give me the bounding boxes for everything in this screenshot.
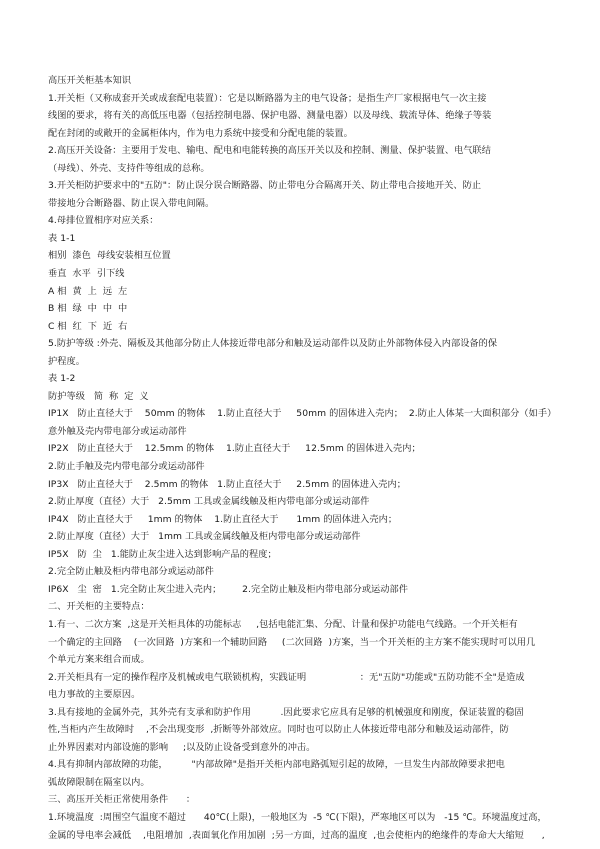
table-row: IP5X 防 尘 1.能防止灰尘进入达到影响产品的程度； <box>48 548 277 560</box>
table-header: 相别 漆色 母线安装相互位置 <box>48 250 171 262</box>
table-row: IP6X 尘 密 1.完全防止灰尘进入壳内； 2.完全防止触及柜内带电部分或运动部件 <box>48 583 409 595</box>
paragraph-line: 1.开关柜（又称成套开关或成套配电装置）：它是以断路器为主的电气设备；是指生产厂家根据电气一次主接 <box>48 92 487 104</box>
table-caption: 表 1-1 <box>48 232 76 244</box>
paragraph-line: 弧故障限制在隔室以内。 <box>48 776 150 788</box>
paragraph-line: 带接地分合断路器、防止误入带电间隔。 <box>48 197 215 209</box>
table-row: 意外触及壳内带电部分或运动部件 <box>48 425 187 437</box>
table-row: IP3X 防止直径大于 2.5mm 的物体 1.防止直径大于 2.5mm 的固体进入壳内； <box>48 478 406 490</box>
section-heading: 三、高压开关柜正常使用条件 ： <box>48 794 196 806</box>
paragraph-line: 线图的要求，将有关的高低压电器（包括控制电器、保护电器、测量电器）以及母线、载流导体、绝缘子等装 <box>48 110 492 122</box>
table-row: 2.防止厚度（直径）大于 2.5mm 工具或金属线触及柜内带电部分或运动部件 <box>48 496 370 508</box>
table-row: 2.防止手触及壳内带电部分或运动部件 <box>48 461 205 473</box>
table-header: 防护等级 简 称 定 义 <box>48 390 149 402</box>
paragraph-line: 2.高压开关设备：主要用于发电、输电、配电和电能转换的高压开关以及和控制、测量、保护装置、电气联结 <box>48 145 492 157</box>
paragraph-line: （母线）、外壳、支持件等组成的总称。 <box>48 162 210 174</box>
table-row: IP2X 防止直径大于 12.5mm 的物体 1.防止直径大于 12.5mm 的固体进入壳内； <box>48 443 421 455</box>
table-row: A 相 黄 上 远 左 <box>48 285 128 297</box>
table-row: IP4X 防止直径大于 1mm 的物体 1.防止直径大于 1mm 的固体进入壳内； <box>48 513 398 525</box>
paragraph-line: 止外界因素对内部设施的影响 ;以及防止设备受到意外的冲击。 <box>48 741 316 753</box>
paragraph-line: 性,当柜内产生故障时 ,不会出现变形 ,折断等外部效应。同时也可以防止人体接近带电部分和触及运动部件，防 <box>48 724 509 736</box>
paragraph-line: 2.开关柜具有一定的操作程序及机械或电气联锁机构，实践证明 ：无"五防"功能或"五防功能不全"是造成 <box>48 671 525 683</box>
paragraph-line: 配在封闭的或敞开的金属柜体内，作为电力系统中接受和分配电能的装置。 <box>48 127 353 139</box>
table-row: C 相 红 下 近 右 <box>48 320 128 332</box>
paragraph-line: 电力事故的主要原因。 <box>48 689 141 701</box>
paragraph-line: 金属的导电率会减低 ,电阻增加 ,表面氧化作用加剧 ;另一方面，过高的温度 ,也会使柜内的绝缘件的寿命大大缩短 , <box>48 829 545 841</box>
document-title: 高压开关柜基本知识 <box>48 75 132 86</box>
table-row: IP1X 防止直径大于 50mm 的物体 1.防止直径大于 50mm 的固体进入壳内； 2.防止人体某一大面积部分（如手） <box>48 408 557 420</box>
paragraph-line: 3.开关柜防护要求中的"五防"：防止误分误合断路器、防止带电分合隔离开关、防止带电合接地开关、防止 <box>48 180 482 192</box>
table-row: B 相 绿 中 中 中 <box>48 303 128 315</box>
paragraph-line: 1.有一、二次方案 ,这是开关柜具体的功能标志 ,包括电能汇集、分配、计量和保护功能电气线路。一个开关柜有 <box>48 618 518 630</box>
paragraph-line: 1.环境温度 :周围空气温度不超过 40℃(上限)，一般地区为 -5 ℃(下限)，严寒地区可以为 -15 ℃。环境温度过高， <box>48 811 547 823</box>
paragraph-line: 个单元方案来组合而成。 <box>48 654 150 666</box>
paragraph-line: 护程度。 <box>48 355 85 367</box>
table-row: 2.完全防止触及柜内带电部分或运动部件 <box>48 566 214 578</box>
paragraph-line: 4.母排位置相序对应关系： <box>48 215 159 227</box>
paragraph-line: 3.具有接地的金属外壳，其外壳有支承和防护作用 .因此要求它应具有足够的机械强度和刚度，保证装置的稳固 <box>48 706 524 718</box>
table-row: 2.防止厚度（直径）大于 1mm 工具或金属线触及柜内带电部分或运动部件 <box>48 531 361 543</box>
table-header: 垂直 水平 引下线 <box>48 268 125 280</box>
paragraph-line: 4.具有抑制内部故障的功能， "内部故障"是指开关柜内部电路弧短引起的故障，一旦发生内部故障要求把电 <box>48 759 505 771</box>
section-heading: 二、开关柜的主要特点： <box>48 601 150 613</box>
table-caption: 表 1-2 <box>48 373 76 385</box>
paragraph-line: 5.防护等级 :外壳、隔板及其他部分防止人体接近带电部分和触及运动部件以及防止外部物体侵入内部设备的保 <box>48 338 498 350</box>
paragraph-line: 一个确定的主回路 (一次回路 )方案和一个辅助回路 (二次回路 )方案，当一个开关柜的主方案不能实现时可以用几 <box>48 636 536 648</box>
